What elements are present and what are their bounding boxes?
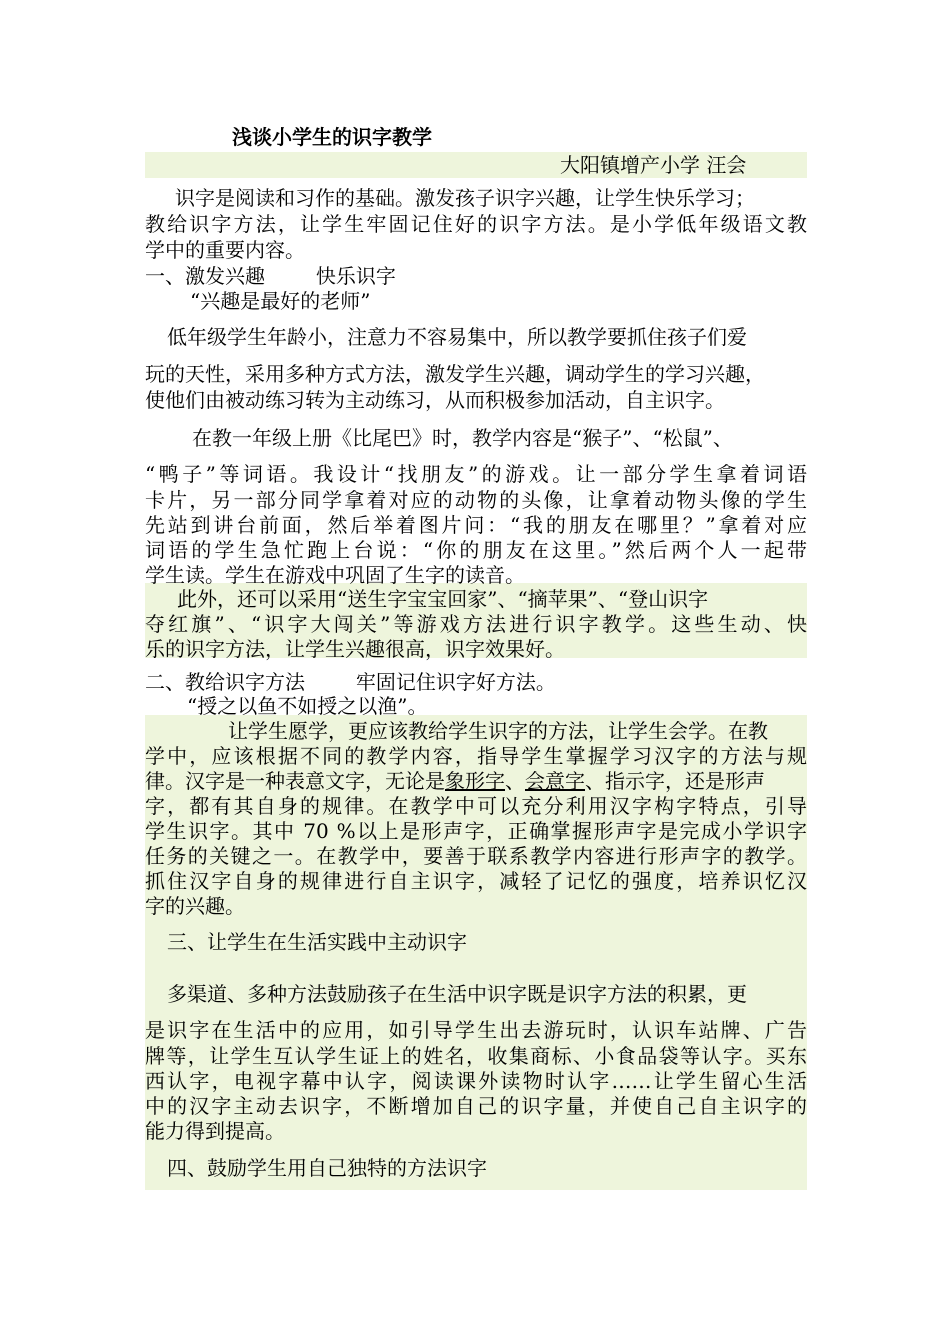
text-line: 学中，应该根据不同的教学内容，指导学生掌握学习汉字的方法与规 — [145, 744, 807, 768]
text-line: 牌等，让学生互认学生证上的姓名，收集商标、小食品袋等认字。买东 — [145, 1044, 807, 1068]
section-heading-1: 一、激发兴趣 快乐识字 — [145, 264, 396, 288]
section-heading-3: 三、让学生在生活实践中主动识字 — [167, 930, 467, 954]
text-line: 乐的识字方法，让学生兴趣很高，识字效果好。 — [145, 637, 565, 661]
text-line: 识字是阅读和习作的基础。激发孩子识字兴趣，让学生快乐学习； — [175, 186, 755, 210]
text-line: 先站到讲台前面，然后举着图片问：“我的朋友在哪里？”拿着对应 — [145, 513, 807, 537]
text-line: 夺红旗”、“识字大闯关”等游戏方法进行识字教学。这些生动、快 — [145, 612, 807, 636]
text-line: 学生识字。其中 70 %以上是形声字，正确掌握形声字是完成小学识字 — [145, 819, 807, 843]
text-line: 西认字，电视字幕中认字，阅读课外读物时认字……让学生留心生活 — [145, 1069, 807, 1093]
text-line: 让学生愿学，更应该教给学生识字的方法，让学生会学。在教 — [228, 719, 768, 743]
section-heading-2: 二、教给识字方法 牢固记住识字好方法。 — [145, 670, 556, 694]
text-line: 抓住汉字自身的规律进行自主识字，减轻了记忆的强度，培养识忆汉 — [145, 869, 807, 893]
text-line: 字的兴趣。 — [145, 894, 245, 918]
text-line: “鸭子”等词语。我设计“找朋友”的游戏。让一部分学生拿着词语 — [145, 462, 807, 486]
text-line: 多渠道、多种方法鼓励孩子在生活中识字既是识字方法的积累，更 — [167, 982, 747, 1006]
text-line: 词语的学生急忙跑上台说：“你的朋友在这里。”然后两个人一起带 — [145, 538, 807, 562]
quote-line: “兴趣是最好的老师” — [190, 289, 371, 313]
text-line: 教给识字方法，让学生牢固记住好的识字方法。是小学低年级语文教 — [145, 212, 807, 236]
text-line — [145, 768, 807, 794]
text-line: 是识字在生活中的应用，如引导学生出去游玩时，认识车站牌、广告 — [145, 1018, 807, 1042]
text-line: 任务的关键之一。在教学中，要善于联系教学内容进行形声字的教学。 — [145, 844, 807, 868]
author-line: 大阳镇增产小学 汪会 — [560, 153, 747, 177]
page-title: 浅谈小学生的识字教学 — [232, 125, 432, 149]
text-line: 学中的重要内容。 — [145, 238, 305, 262]
text-line: 低年级学生年龄小，注意力不容易集中，所以教学要抓住孩子们爱 — [167, 325, 747, 349]
text-line: 能力得到提高。 — [145, 1119, 285, 1143]
text-segment: 、指示字，还是形声 — [585, 769, 765, 793]
text-line: 字，都有其自身的规律。在教学中可以充分利用汉字构字特点，引导 — [145, 794, 807, 818]
text-line: 使他们由被动练习转为主动练习，从而积极参加活动，自主识字。 — [145, 388, 725, 412]
underlined-term: 会意字 — [525, 769, 585, 793]
text-line: 卡片，另一部分同学拿着对应的动物的头像，让拿着动物头像的学生 — [145, 488, 807, 512]
text-line: 学生读。学生在游戏中巩固了生字的读音。 — [145, 563, 525, 587]
text-segment: 、 — [505, 769, 525, 793]
text-line: 玩的天性，采用多种方式方法，激发学生兴趣，调动学生的学习兴趣， — [145, 362, 765, 386]
section-heading-4: 四、鼓励学生用自己独特的方法识字 — [167, 1156, 487, 1180]
underlined-term: 象形字 — [445, 769, 505, 793]
quote-line: “授之以鱼不如授之以渔”。 — [187, 694, 428, 718]
text-segment: 律。汉字是一种表意文字，无论是 — [145, 769, 445, 793]
text-line: 此外，还可以采用“送生字宝宝回家”、“摘苹果”、“登山识字 — [177, 587, 709, 611]
text-line: 在教一年级上册《比尾巴》时，教学内容是“猴子”、“松鼠”、 — [192, 426, 733, 450]
text-line: 中的汉字主动去识字，不断增加自己的识字量，并使自己自主识字的 — [145, 1094, 807, 1118]
